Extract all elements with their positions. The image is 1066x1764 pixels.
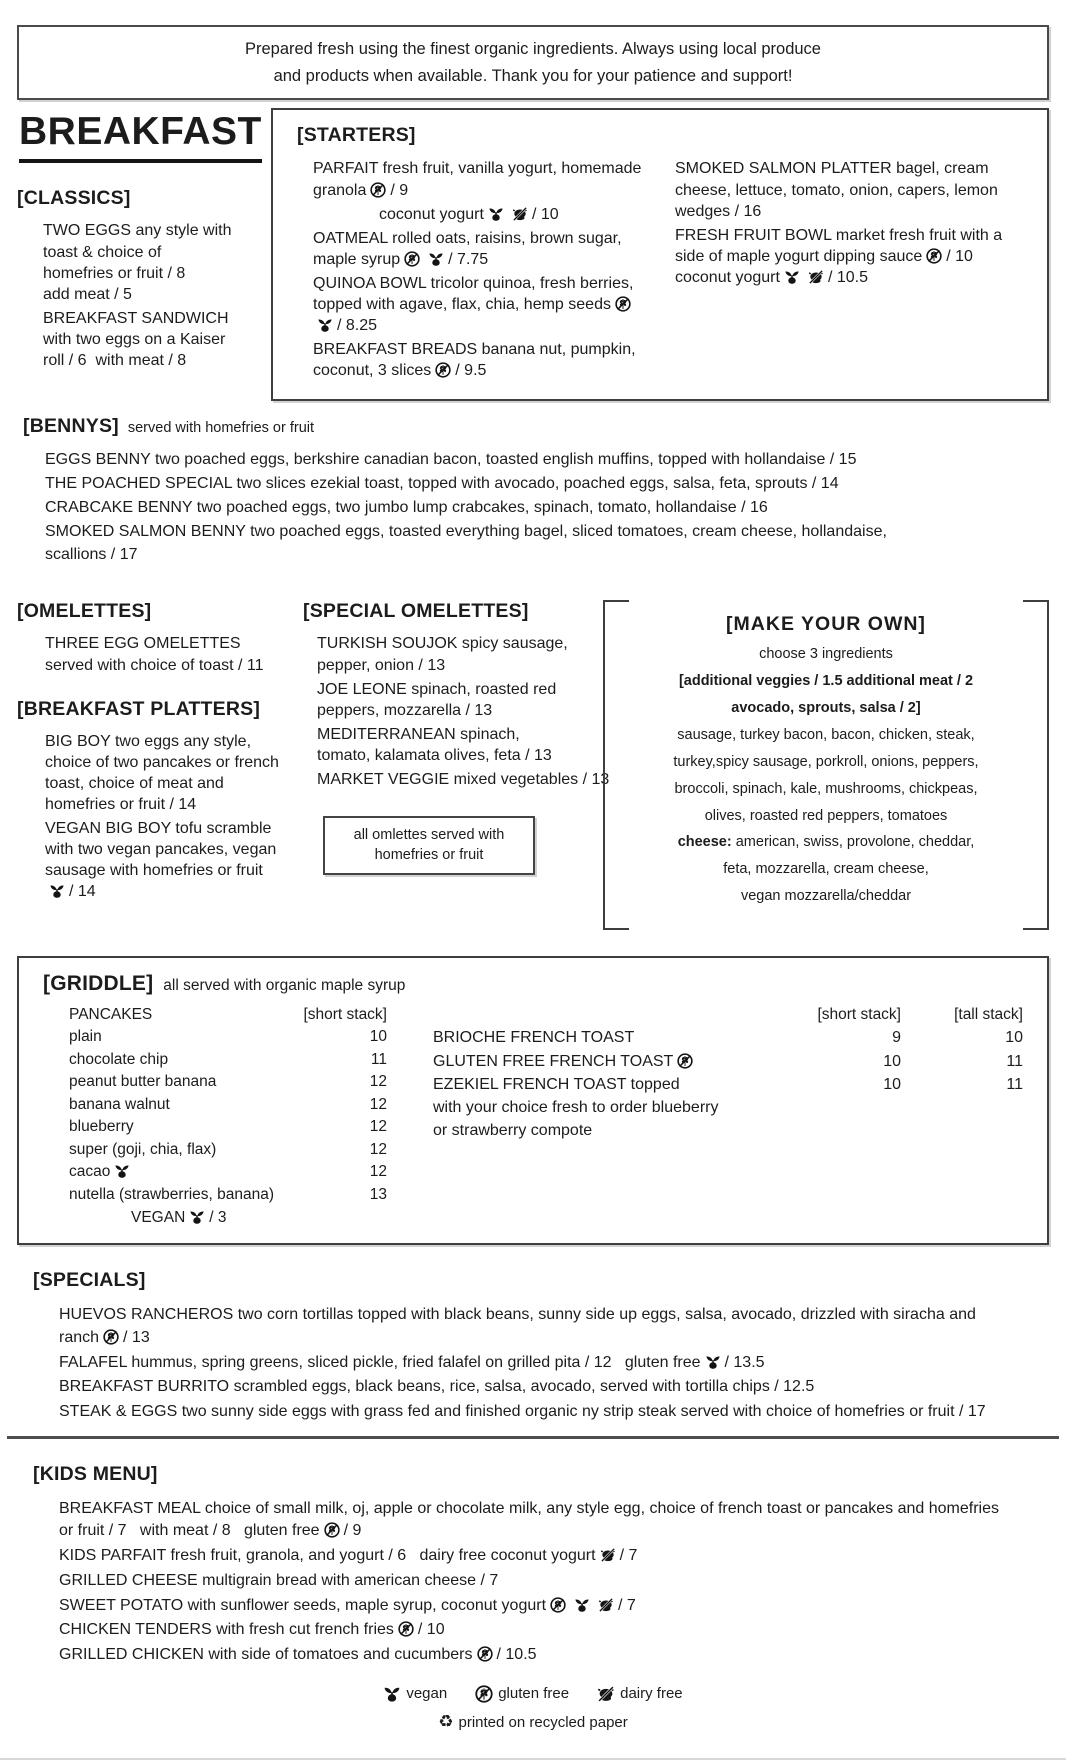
omelettes-column bbox=[17, 600, 303, 929]
specials-header: [SPECIALS] bbox=[33, 1269, 146, 1292]
item-price: / 8.25 bbox=[337, 317, 378, 335]
bennys-header-row bbox=[23, 415, 1049, 438]
menu-item-breakfast-burrito: BREAKFAST BURRITO scrambled eggs, black beans, rice, salsa, avocado, served with tortilla chips / 12.5 bbox=[59, 1378, 815, 1396]
classics-header: [CLASSICS] bbox=[17, 187, 131, 210]
pancake-name-text: cacao bbox=[69, 1163, 111, 1181]
specials-list bbox=[59, 1304, 1049, 1424]
item-text: KIDS PARFAIT fresh fruit, granola, and yogurt / 6 dairy free coconut yogurt bbox=[59, 1547, 596, 1565]
item-text: CHICKEN TENDERS with fresh cut french fries bbox=[59, 1621, 394, 1639]
vegan-icon bbox=[189, 1209, 205, 1225]
make-your-own-cheese-1 bbox=[639, 833, 1013, 852]
vegan-icon bbox=[784, 269, 800, 285]
item-price: / 9.5 bbox=[455, 362, 487, 380]
pancake-price: 12 bbox=[369, 1095, 387, 1113]
item-price: / 9 bbox=[343, 1522, 362, 1540]
make-your-own-cheese-3: vegan mozzarella/cheddar bbox=[740, 888, 912, 905]
menu-item-breakfast-breads bbox=[313, 339, 645, 381]
french-toast-continuation: or strawberry compote bbox=[433, 1122, 593, 1140]
recycle-icon: ♻ bbox=[438, 1711, 454, 1732]
dairy-free-icon bbox=[512, 206, 528, 222]
special-omelettes-header: [SPECIAL OMELETTES] bbox=[303, 600, 529, 623]
gluten-free-icon bbox=[103, 1329, 119, 1345]
menu-item-market-veggie: MARKET VEGGIE mixed vegetables / 13 bbox=[317, 771, 610, 789]
gluten-free-icon bbox=[926, 248, 942, 264]
vegan-icon bbox=[383, 1685, 401, 1703]
pancakes-vegan-option bbox=[69, 1209, 387, 1227]
griddle-box bbox=[17, 956, 1049, 1245]
vegan-icon bbox=[49, 883, 65, 899]
pancakes-table bbox=[69, 1004, 387, 1227]
dairy-free-icon bbox=[598, 1597, 614, 1613]
menu-item-quinoa-bowl bbox=[313, 273, 645, 336]
vegan-icon bbox=[574, 1597, 590, 1613]
griddle-header-row bbox=[43, 972, 1023, 996]
breakfast-platters-header: [BREAKFAST PLATTERS] bbox=[17, 697, 261, 720]
item-text: BREAKFAST MEAL choice of small milk, oj, apple or chocolate milk, any style egg, choice of french toast or pancakes and homefries or fruit / 7 with meat / 8 gluten free bbox=[59, 1499, 1004, 1540]
item-text: GRILLED CHICKEN with side of tomatoes and cucumbers bbox=[59, 1646, 473, 1664]
pancake-name bbox=[69, 1161, 134, 1183]
french-toast-short-stack-header: [short stack] bbox=[817, 1005, 901, 1023]
legend-dairy-free bbox=[597, 1685, 683, 1703]
french-toast-tall-price: 10 bbox=[1005, 1029, 1023, 1047]
spacer bbox=[793, 1096, 901, 1119]
french-toast-tall-price: 11 bbox=[1006, 1052, 1023, 1070]
pancake-price: 13 bbox=[369, 1185, 387, 1203]
classics-column bbox=[17, 108, 271, 400]
make-your-own-ingredients-2: turkey,spicy sausage, porkroll, onions, peppers, bbox=[673, 753, 979, 770]
menu-item-fresh-fruit-bowl bbox=[675, 225, 1027, 288]
pancake-row-chocolate-chip bbox=[69, 1049, 387, 1071]
pancake-price: 12 bbox=[369, 1163, 387, 1181]
kids-menu-header: [KIDS MENU] bbox=[33, 1462, 158, 1485]
make-your-own-addons-1: [additional veggies / 1.5 additional meat / 2 bbox=[678, 673, 974, 690]
spacer bbox=[905, 1096, 1023, 1119]
french-toast-name-text: GLUTEN FREE FRENCH TOAST bbox=[433, 1052, 674, 1070]
menu-item-joe-leone: JOE LEONE spinach, roasted red peppers, mozzarella / 13 bbox=[317, 680, 561, 719]
vegan-icon bbox=[114, 1163, 130, 1179]
item-text: HUEVOS RANCHEROS two corn tortillas topped with black beans, sunny side up eggs, salsa, avocado, drizzled with siracha and ranch bbox=[59, 1306, 981, 1346]
pancake-name: nutella (strawberries, banana) bbox=[69, 1185, 275, 1203]
item-price: / 13.5 bbox=[724, 1353, 765, 1371]
vegan-icon bbox=[428, 251, 444, 267]
make-your-own-ingredients-4: olives, roasted red peppers, tomatoes bbox=[704, 807, 948, 824]
omelettes-note-box: all omlettes served with homefries or fruit bbox=[323, 816, 535, 875]
gluten-free-icon bbox=[477, 1646, 493, 1662]
french-toast-table bbox=[433, 1004, 1023, 1227]
pancake-name: plain bbox=[69, 1028, 102, 1046]
pancake-name: banana walnut bbox=[69, 1095, 170, 1113]
gluten-free-icon bbox=[370, 182, 386, 198]
item-price: / 3 bbox=[209, 1209, 227, 1227]
bennys-header: [BENNYS] bbox=[23, 414, 119, 437]
pancake-name: peanut butter banana bbox=[69, 1073, 217, 1091]
gluten-free-icon bbox=[398, 1621, 414, 1637]
make-your-own-cheese-2: feta, mozzarella, cream cheese, bbox=[723, 861, 929, 878]
legend-gluten-free bbox=[475, 1685, 569, 1703]
french-toast-short-price: 10 bbox=[883, 1052, 901, 1070]
menu-item-kids-breakfast-meal bbox=[59, 1498, 1004, 1543]
item-text: / 10 coconut yogurt bbox=[675, 247, 987, 286]
pancake-price: 11 bbox=[370, 1050, 387, 1068]
starters-right-column bbox=[675, 158, 1027, 384]
menu-item-smoked-salmon-benny: SMOKED SALMON BENNY two poached eggs, toasted everything bagel, sliced tomatoes, cream cheese, hollandaise, scallions / 17 bbox=[45, 523, 892, 564]
french-toast-short-price: 10 bbox=[883, 1075, 901, 1093]
omelettes-row bbox=[17, 600, 1049, 929]
make-your-own-column bbox=[603, 600, 1049, 929]
pancake-row-peanut-butter-banana bbox=[69, 1071, 387, 1093]
top-row bbox=[17, 108, 1049, 400]
menu-item-turkish-soujok: TURKISH SOUJOK spicy sausage, pepper, onion / 13 bbox=[317, 635, 573, 674]
banner-line-2: and products when available. Thank you for your patience and support! bbox=[273, 66, 793, 85]
dairy-free-icon bbox=[600, 1547, 616, 1563]
specials-section bbox=[17, 1269, 1049, 1424]
menu-item-kids-parfait bbox=[59, 1545, 999, 1568]
pancake-price: 12 bbox=[369, 1073, 387, 1091]
menu-item-parfait-coconut-option bbox=[313, 204, 645, 225]
menu-item-poached-special: THE POACHED SPECIAL two slices ezekial toast, topped with avocado, poached eggs, salsa, feta, sprouts / 14 bbox=[45, 474, 839, 492]
french-toast-short-price: 9 bbox=[892, 1029, 901, 1047]
pancake-price: 12 bbox=[369, 1118, 387, 1136]
pancakes-label: PANCAKES bbox=[69, 1005, 153, 1023]
starters-box bbox=[271, 108, 1049, 400]
bennys-note: served with homefries or fruit bbox=[127, 419, 315, 436]
kids-menu-section bbox=[17, 1463, 1049, 1667]
item-text: OATMEAL rolled oats, raisins, brown sugar, maple syrup bbox=[313, 229, 627, 268]
menu-item-huevos-rancheros bbox=[59, 1304, 999, 1349]
griddle-columns bbox=[43, 1004, 1023, 1227]
item-text: VEGAN BIG BOY tofu scramble with two vegan pancakes, vegan sausage with homefries or fruit bbox=[45, 820, 281, 880]
item-text: PARFAIT fresh fruit, vanilla yogurt, homemade granola bbox=[313, 160, 646, 199]
starters-left-column bbox=[297, 158, 645, 384]
cheese-label: cheese: bbox=[677, 834, 732, 851]
menu-item-eggs-benny: EGGS BENNY two poached eggs, berkshire canadian bacon, toasted english muffins, topped with hollandaise / 15 bbox=[45, 450, 857, 468]
starters-columns bbox=[297, 158, 1027, 384]
omelettes-header: [OMELETTES] bbox=[17, 600, 152, 623]
item-text: VEGAN bbox=[131, 1209, 186, 1227]
gluten-free-icon bbox=[404, 251, 420, 267]
item-text: FRESH FRUIT BOWL market fresh fruit with a side of maple yogurt dipping sauce bbox=[675, 226, 1007, 265]
page-title: BREAKFAST bbox=[19, 110, 262, 163]
item-text: FALAFEL hummus, spring greens, sliced pickle, fried falafel on grilled pita / 12 gluten free bbox=[59, 1353, 701, 1371]
item-text: QUINOA BOWL tricolor quinoa, fresh berries, topped with agave, flax, chia, hemp seeds bbox=[313, 274, 638, 314]
pancake-row-blueberry bbox=[69, 1116, 387, 1138]
make-your-own-box bbox=[603, 600, 1049, 929]
legend-vegan-label: vegan bbox=[406, 1685, 448, 1703]
menu-item-kids-sweet-potato bbox=[59, 1595, 999, 1618]
legend-gluten-free-label: gluten free bbox=[498, 1685, 570, 1703]
pancake-row-banana-walnut bbox=[69, 1094, 387, 1116]
item-price: / 14 bbox=[69, 883, 96, 901]
menu-item-kids-grilled-cheese: GRILLED CHEESE multigrain bread with american cheese / 7 bbox=[59, 1571, 499, 1589]
french-toast-tall-price: 11 bbox=[1006, 1075, 1023, 1093]
legend-vegan bbox=[383, 1685, 447, 1703]
gluten-free-icon bbox=[677, 1053, 693, 1069]
item-price: / 10.5 bbox=[827, 268, 868, 286]
gluten-free-icon bbox=[475, 1685, 493, 1703]
spacer bbox=[433, 1004, 789, 1026]
menu-item-kids-grilled-chicken bbox=[59, 1644, 999, 1667]
gluten-free-icon bbox=[550, 1597, 566, 1613]
make-your-own-ingredients-1: sausage, turkey bacon, bacon, chicken, steak, bbox=[677, 727, 975, 743]
griddle-note: all served with organic maple syrup bbox=[163, 976, 406, 994]
item-price: / 10 bbox=[417, 1621, 445, 1639]
item-price: / 10 bbox=[531, 205, 559, 223]
pancake-name: blueberry bbox=[69, 1118, 134, 1136]
griddle-header: [GRIDDLE] bbox=[43, 971, 154, 995]
menu-item-crabcake-benny: CRABCAKE BENNY two poached eggs, two jumbo lump crabcakes, spinach, tomato, hollandaise / 16 bbox=[45, 498, 768, 516]
item-price: / 7.75 bbox=[448, 250, 489, 268]
french-toast-name: BRIOCHE FRENCH TOAST bbox=[433, 1029, 635, 1047]
make-your-own-header: [MAKE YOUR OWN] bbox=[726, 613, 926, 636]
vegan-icon bbox=[317, 317, 333, 333]
menu-item-steak-and-eggs: STEAK & EGGS two sunny side eggs with grass fed and finished organic ny strip steak served with choice of homefries or fruit / 17 bbox=[59, 1403, 986, 1420]
pancake-row-cacao bbox=[69, 1161, 387, 1183]
kids-menu-list bbox=[59, 1498, 1049, 1667]
pancake-row-super bbox=[69, 1139, 387, 1161]
menu-item-three-egg-omelettes: THREE EGG OMELETTES served with choice of toast / 11 bbox=[45, 635, 264, 674]
recycled-paper-text: printed on recycled paper bbox=[458, 1713, 628, 1731]
vegan-icon bbox=[705, 1354, 721, 1370]
gluten-free-icon bbox=[615, 296, 631, 312]
recycled-paper-note bbox=[17, 1712, 1049, 1732]
item-price: / 13 bbox=[123, 1328, 150, 1346]
special-omelettes-column bbox=[303, 600, 610, 929]
vegan-icon bbox=[488, 206, 504, 222]
banner bbox=[17, 25, 1049, 100]
dietary-legend bbox=[17, 1685, 1049, 1703]
pancake-price: 12 bbox=[369, 1140, 387, 1158]
menu-item-smoked-salmon-platter: SMOKED SALMON PLATTER bagel, cream cheese, lettuce, tomato, onion, capers, lemon wedges / 16 bbox=[675, 160, 1003, 220]
menu-item-vegan-big-boy bbox=[45, 818, 281, 902]
french-toast-continuation: with your choice fresh to order blueberry bbox=[433, 1098, 719, 1116]
bennys-section bbox=[17, 415, 1049, 567]
banner-line-1: Prepared fresh using the finest organic ingredients. Always using local produce bbox=[244, 40, 821, 58]
make-your-own-ingredients-3: broccoli, spinach, kale, mushrooms, chickpeas, bbox=[674, 780, 978, 797]
item-text: BREAKFAST BREADS banana nut, pumpkin, coconut, 3 slices bbox=[313, 341, 640, 380]
pancake-name: super (goji, chia, flax) bbox=[69, 1140, 217, 1158]
menu-item-two-eggs bbox=[43, 220, 236, 304]
short-stack-header: [short stack] bbox=[303, 1005, 387, 1023]
bennys-items bbox=[45, 448, 950, 567]
make-your-own-addons-2: avocado, sprouts, salsa / 2] bbox=[731, 700, 921, 717]
item-price: / 7 bbox=[619, 1547, 638, 1565]
cheese-list: american, swiss, provolone, cheddar, bbox=[731, 834, 975, 851]
item-text: coconut yogurt bbox=[379, 205, 484, 223]
menu-item-mediterranean: MEDITERRANEAN spinach, tomato, kalamata olives, feta / 13 bbox=[317, 725, 552, 765]
french-toast-name bbox=[433, 1050, 789, 1073]
pancake-price: 10 bbox=[369, 1028, 387, 1046]
gluten-free-icon bbox=[324, 1522, 340, 1538]
section-divider bbox=[7, 1436, 1059, 1439]
pancake-row-plain bbox=[69, 1026, 387, 1048]
menu-item-big-boy: BIG BOY two eggs any style, choice of two pancakes or french toast, choice of meat and homefries or fruit / 14 bbox=[45, 732, 284, 814]
pancakes-header-row bbox=[69, 1004, 387, 1026]
menu-item-falafel bbox=[59, 1352, 999, 1375]
french-toast-tall-stack-header: [tall stack] bbox=[954, 1005, 1023, 1023]
item-text: SWEET POTATO with sunflower seeds, maple syrup, coconut yogurt bbox=[59, 1596, 547, 1614]
legend-dairy-free-label: dairy free bbox=[620, 1685, 683, 1703]
page-bottom-edge bbox=[0, 1758, 1066, 1760]
dairy-free-icon bbox=[597, 1685, 615, 1703]
make-your-own-subtitle: choose 3 ingredients bbox=[759, 646, 893, 663]
item-price: / 10.5 bbox=[496, 1646, 537, 1664]
item-price: / 7 bbox=[618, 1596, 636, 1614]
dairy-free-icon bbox=[808, 269, 824, 285]
menu-item-breakfast-sandwich: BREAKFAST SANDWICH with two eggs on a Kaiser roll / 6 with meat / 8 bbox=[43, 309, 233, 370]
item-text: add meat / 5 bbox=[43, 285, 132, 303]
pancake-row-nutella bbox=[69, 1184, 387, 1206]
french-toast-name: EZEKIEL FRENCH TOAST topped bbox=[433, 1075, 680, 1093]
item-text: TWO EGGS any style with toast & choice of homefries or fruit / 8 bbox=[43, 222, 236, 282]
starters-header: [STARTERS] bbox=[297, 124, 416, 147]
pancake-name: chocolate chip bbox=[69, 1050, 169, 1068]
menu-item-oatmeal bbox=[313, 228, 645, 270]
french-toast-grid bbox=[433, 1004, 1023, 1142]
menu-item-parfait bbox=[313, 158, 645, 200]
gluten-free-icon bbox=[435, 362, 451, 378]
item-price: / 9 bbox=[390, 181, 409, 199]
menu-item-kids-chicken-tenders bbox=[59, 1619, 999, 1642]
